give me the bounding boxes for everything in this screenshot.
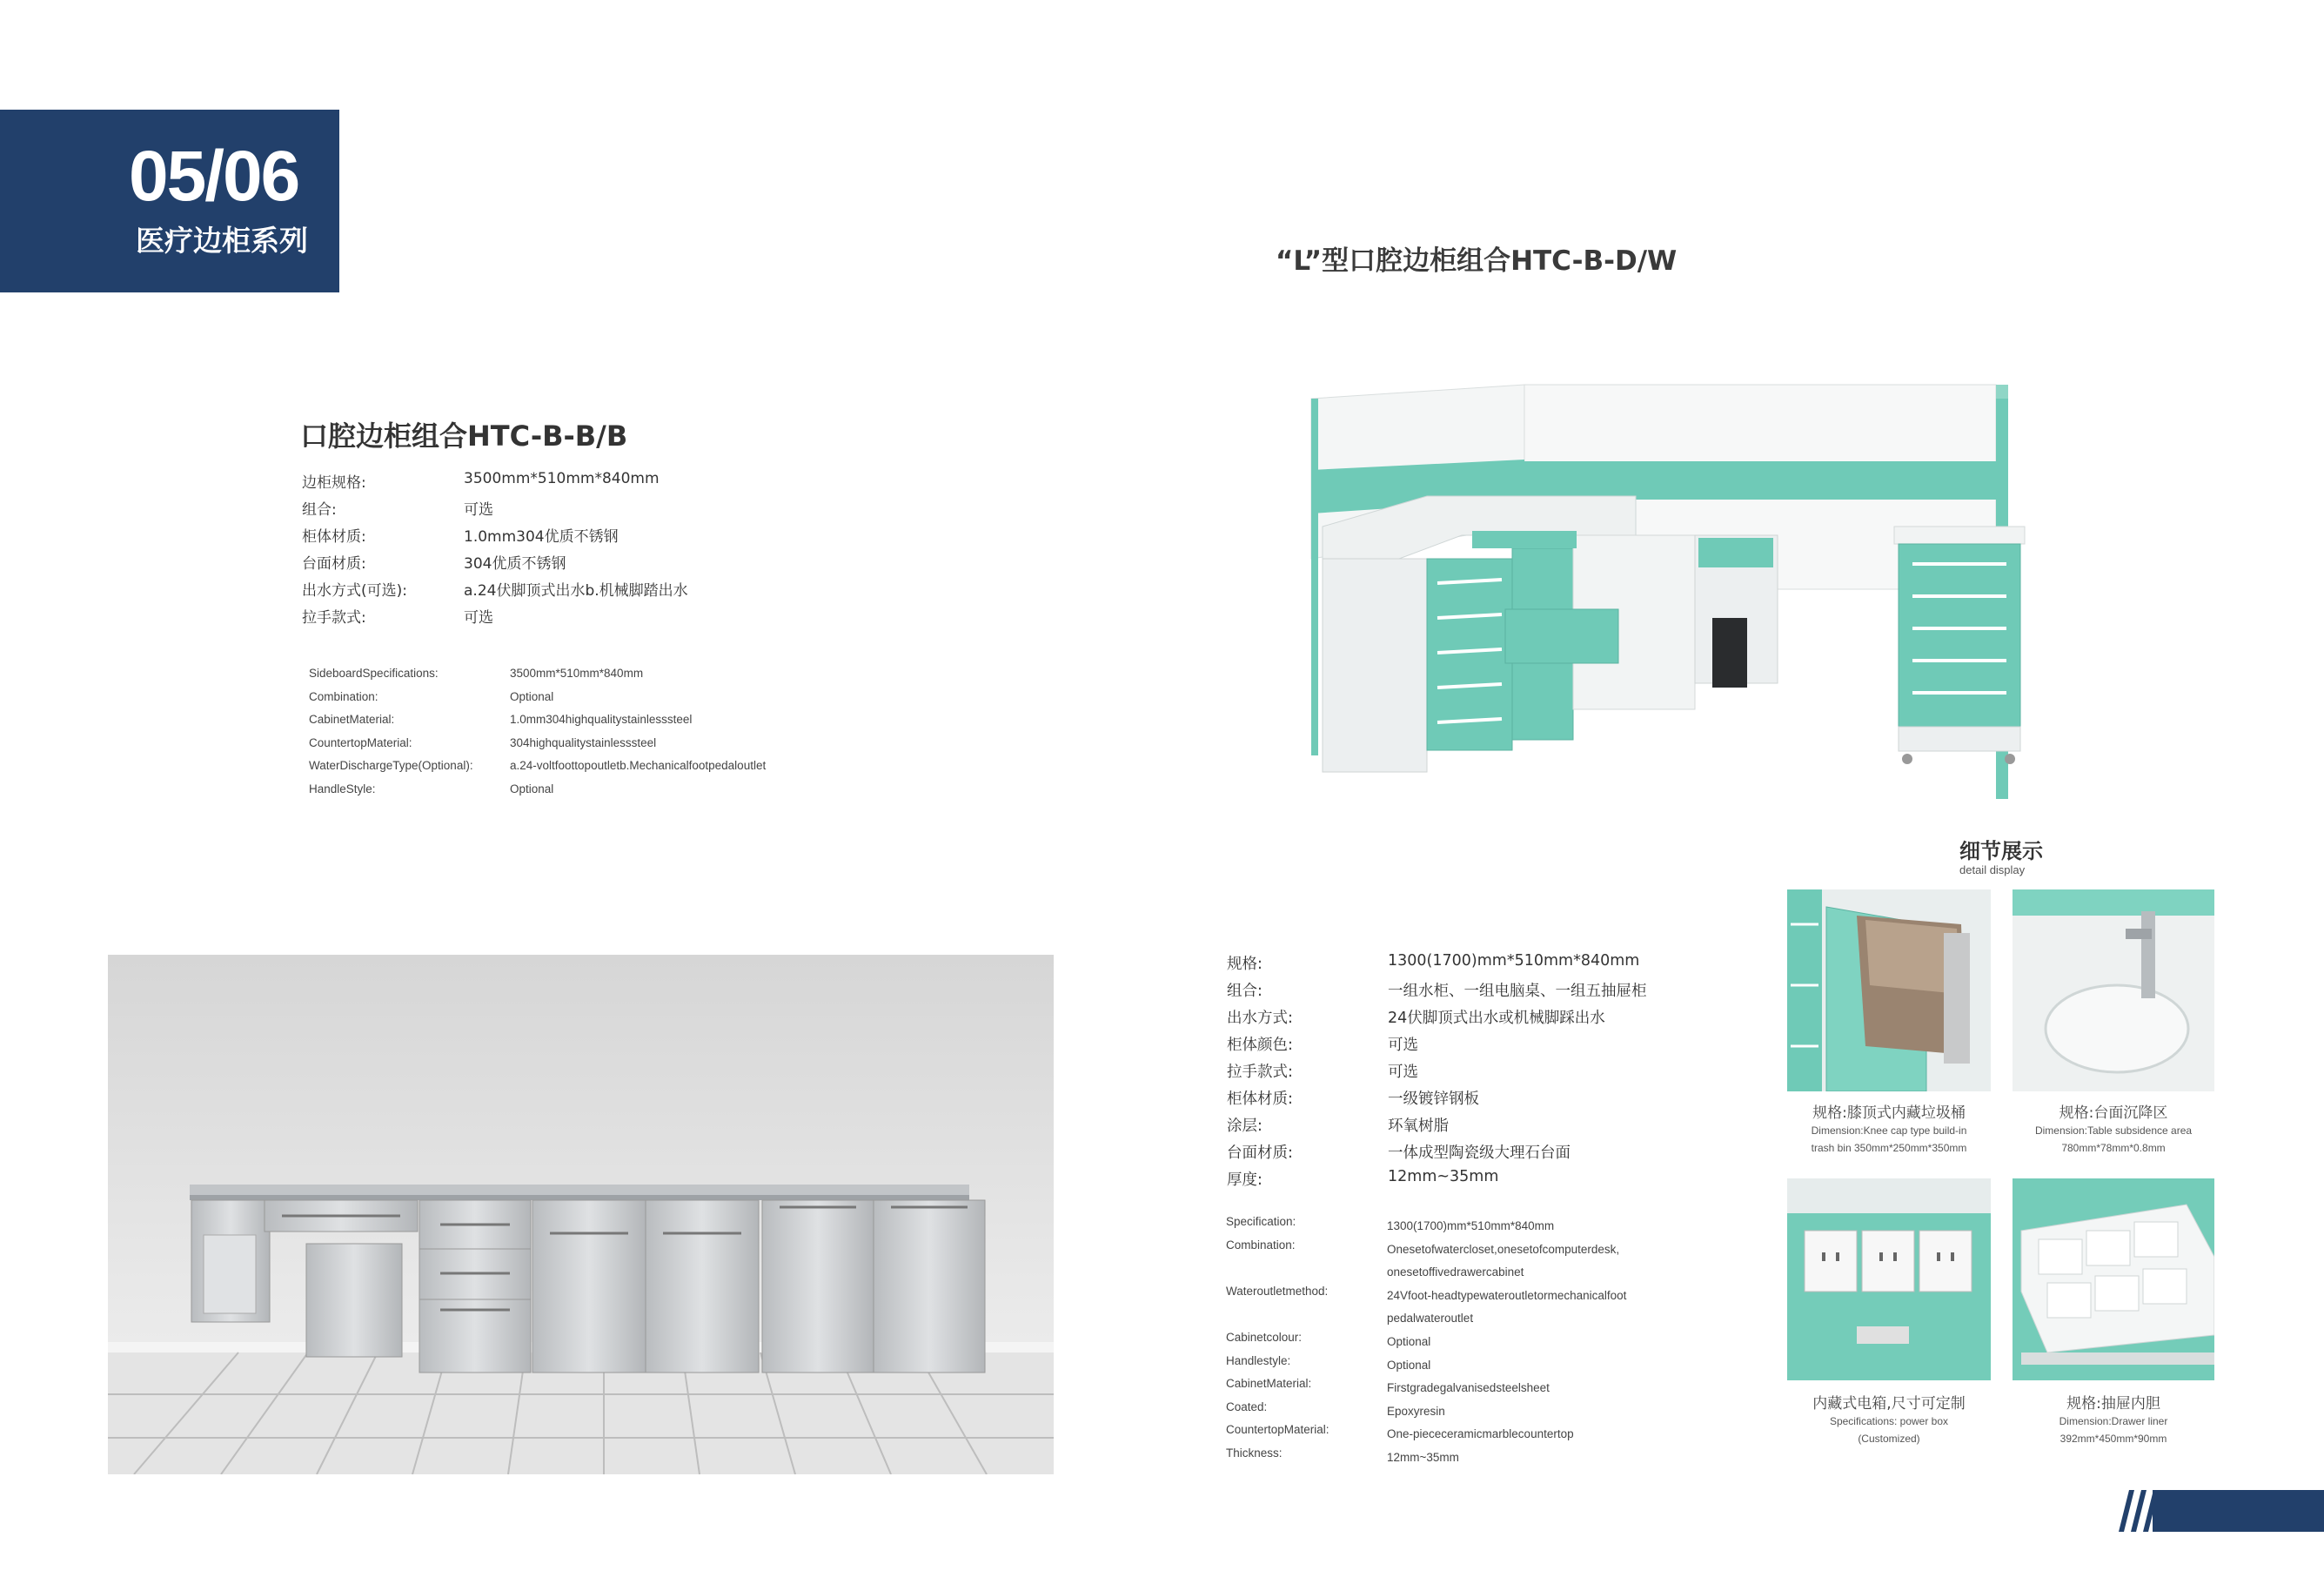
caption-line: 392mm*450mm*90mm xyxy=(2059,1433,2167,1445)
spec-label: Cabinetcolour: xyxy=(1226,1330,1303,1344)
spec-label: 出水方式(可选): xyxy=(302,582,407,600)
stainless-cabinet-photo xyxy=(108,955,1054,1474)
detail-title: 细节展示 xyxy=(1959,839,2043,863)
spec-row xyxy=(1226,1331,1674,1354)
spec-label: Handlestyle: xyxy=(1226,1353,1291,1367)
spec-value: Optional xyxy=(1387,1334,1431,1348)
footer-bar xyxy=(2153,1490,2324,1532)
left-product-title: 口腔边柜组合HTC-B-B/B xyxy=(300,419,628,453)
spec-row xyxy=(1227,1060,1647,1087)
spec-row xyxy=(1227,979,1647,1006)
detail-caption xyxy=(1787,1100,1991,1157)
spec-value: 可选 xyxy=(464,609,493,627)
spec-row xyxy=(309,690,766,714)
spec-value: One-piececeramicmarblecountertop xyxy=(1387,1427,1574,1441)
spec-row xyxy=(1226,1446,1674,1470)
spec-value: 可选 xyxy=(1388,1037,1418,1054)
spec-label: 厚度: xyxy=(1227,1171,1262,1189)
power-box-detail-photo xyxy=(1787,1178,1991,1380)
spec-value: 1.0mm304highqualitystainlesssteel xyxy=(510,713,693,727)
spec-row xyxy=(302,524,688,551)
spec-label: Combination: xyxy=(309,689,378,703)
caption-title: 规格:抽屉内胆 xyxy=(2066,1395,2160,1413)
spec-label: CabinetMaterial: xyxy=(309,713,395,727)
detail-caption xyxy=(2013,1391,2214,1447)
spec-value: a.24-voltfoottopoutletb.Mechanicalfootpedaloutlet xyxy=(510,759,767,773)
caption-line: Dimension:Table subsidence area xyxy=(2034,1124,2193,1137)
spec-label: Specification: xyxy=(1226,1215,1296,1228)
left-spec-list-en xyxy=(309,667,766,806)
spec-row xyxy=(302,578,688,605)
right-spec-list-cn xyxy=(1227,952,1647,1195)
spec-label: 台面材质: xyxy=(1227,1144,1293,1162)
spec-value: Epoxyresin xyxy=(1387,1404,1445,1418)
spec-label: CabinetMaterial: xyxy=(1226,1377,1312,1391)
caption-line: (Customized) xyxy=(1858,1433,1920,1445)
spec-row xyxy=(302,605,688,632)
caption-title: 内藏式电箱,尺寸可定制 xyxy=(1812,1395,1966,1413)
caption-line: trash bin 350mm*250mm*350mm xyxy=(1811,1142,1967,1154)
right-product-title: “L”型口腔边柜组合HTC-B-D/W xyxy=(1276,245,1678,277)
spec-value: 一组水柜、一组电脑桌、一组五抽屉柜 xyxy=(1388,983,1647,1000)
spec-value: Optional xyxy=(510,782,554,795)
spec-label: 柜体材质: xyxy=(1227,1091,1293,1108)
spec-label: CountertopMaterial: xyxy=(309,735,412,749)
spec-value: 24伏脚顶式出水或机械脚踩出水 xyxy=(1388,1010,1605,1027)
spec-value: 可选 xyxy=(464,501,493,519)
spec-row xyxy=(302,551,688,578)
spec-label: 台面材质: xyxy=(302,555,366,573)
spec-row xyxy=(309,736,766,760)
spec-value: 3500mm*510mm*840mm xyxy=(510,667,644,680)
caption-line: Dimension:Drawer liner xyxy=(2059,1415,2168,1427)
page-number: 05/06 xyxy=(129,137,299,216)
spec-value: 3500mm*510mm*840mm xyxy=(464,470,660,487)
spec-row xyxy=(1227,1033,1647,1060)
caption-title: 规格:膝顶式内藏垃圾桶 xyxy=(1812,1104,1966,1122)
spec-value: Optional xyxy=(510,689,554,703)
spec-value: 12mm~35mm xyxy=(1388,1168,1499,1185)
page-header-tab xyxy=(0,110,339,292)
spec-label: 组合: xyxy=(1227,983,1262,1000)
spec-row xyxy=(1226,1377,1674,1400)
spec-row xyxy=(1226,1285,1674,1331)
spec-value: 环氧树脂 xyxy=(1388,1118,1449,1135)
spec-row xyxy=(302,470,688,497)
spec-label: Combination: xyxy=(1226,1238,1296,1252)
spec-row xyxy=(1227,1087,1647,1114)
drawer-liner-detail-photo xyxy=(2013,1178,2214,1380)
spec-row xyxy=(1226,1354,1674,1378)
spec-value: 1.0mm304优质不锈钢 xyxy=(464,528,619,546)
spec-row xyxy=(309,713,766,736)
spec-label: 涂层: xyxy=(1227,1118,1262,1135)
right-spec-list-en xyxy=(1226,1215,1674,1470)
spec-row xyxy=(1226,1238,1674,1285)
spec-row xyxy=(1226,1215,1674,1238)
spec-value: Onesetofwatercloset,onesetofcomputerdesk, onesetoffivedrawercabinet xyxy=(1387,1242,1620,1279)
spec-label: 拉手款式: xyxy=(1227,1064,1293,1081)
spec-label: 柜体材质: xyxy=(302,528,366,546)
spec-row xyxy=(1227,952,1647,979)
spec-row xyxy=(1226,1423,1674,1446)
spec-row xyxy=(1227,1168,1647,1195)
spec-row xyxy=(309,782,766,806)
spec-value: 一级镀锌钢板 xyxy=(1388,1091,1479,1108)
spec-label: WaterDischargeType(Optional): xyxy=(309,759,473,773)
l-shaped-cabinet-photo xyxy=(1244,331,2219,870)
spec-row xyxy=(309,667,766,690)
spec-value: 304highqualitystainlesssteel xyxy=(510,735,657,749)
spec-label: Thickness: xyxy=(1226,1446,1283,1460)
spec-row xyxy=(1227,1006,1647,1033)
spec-row xyxy=(302,497,688,524)
spec-label: 规格: xyxy=(1227,956,1262,973)
detail-caption xyxy=(1787,1391,1991,1447)
caption-line: 780mm*78mm*0.8mm xyxy=(2061,1142,2166,1154)
spec-label: 拉手款式: xyxy=(302,609,366,627)
spec-value: Firstgradegalvanisedsteelsheet xyxy=(1387,1381,1550,1395)
spec-label: 柜体颜色: xyxy=(1227,1037,1293,1054)
spec-label: Coated: xyxy=(1226,1399,1268,1413)
caption-line: Dimension:Knee cap type build-in xyxy=(1811,1124,1967,1137)
spec-value: 可选 xyxy=(1388,1064,1418,1081)
spec-label: HandleStyle: xyxy=(309,782,376,795)
caption-title: 规格:台面沉降区 xyxy=(2059,1104,2168,1122)
series-title: 医疗边柜系列 xyxy=(136,224,308,258)
spec-label: 组合: xyxy=(302,501,337,519)
spec-value: 一体成型陶瓷级大理石台面 xyxy=(1388,1144,1571,1162)
spec-label: SideboardSpecifications: xyxy=(309,667,439,680)
spec-label: Wateroutletmethod: xyxy=(1226,1284,1329,1298)
spec-value: 304优质不锈钢 xyxy=(464,555,566,573)
spec-value: 1300(1700)mm*510mm*840mm xyxy=(1388,952,1640,970)
spec-value: 1300(1700)mm*510mm*840mm xyxy=(1387,1219,1555,1232)
caption-line: Specifications: power box xyxy=(1829,1415,1949,1427)
spec-row xyxy=(1227,1114,1647,1141)
spec-value: Optional xyxy=(1387,1358,1431,1372)
spec-label: 出水方式: xyxy=(1227,1010,1293,1027)
spec-value: 24Vfoot-headtypewateroutletormechanicalfoot pedalwateroutlet xyxy=(1387,1288,1627,1326)
left-spec-list-cn xyxy=(302,470,688,632)
sink-detail-photo xyxy=(2013,889,2214,1091)
spec-value: a.24伏脚顶式出水b.机械脚踏出水 xyxy=(464,582,688,600)
detail-caption xyxy=(2013,1100,2214,1157)
detail-subtitle: detail display xyxy=(1959,863,2026,876)
spec-label: 边柜规格: xyxy=(302,474,366,492)
spec-row xyxy=(309,759,766,782)
spec-value: 12mm~35mm xyxy=(1387,1450,1459,1464)
trash-bin-detail-photo xyxy=(1787,889,1991,1091)
spec-row xyxy=(1227,1141,1647,1168)
spec-row xyxy=(1226,1400,1674,1424)
spec-label: CountertopMaterial: xyxy=(1226,1423,1329,1437)
